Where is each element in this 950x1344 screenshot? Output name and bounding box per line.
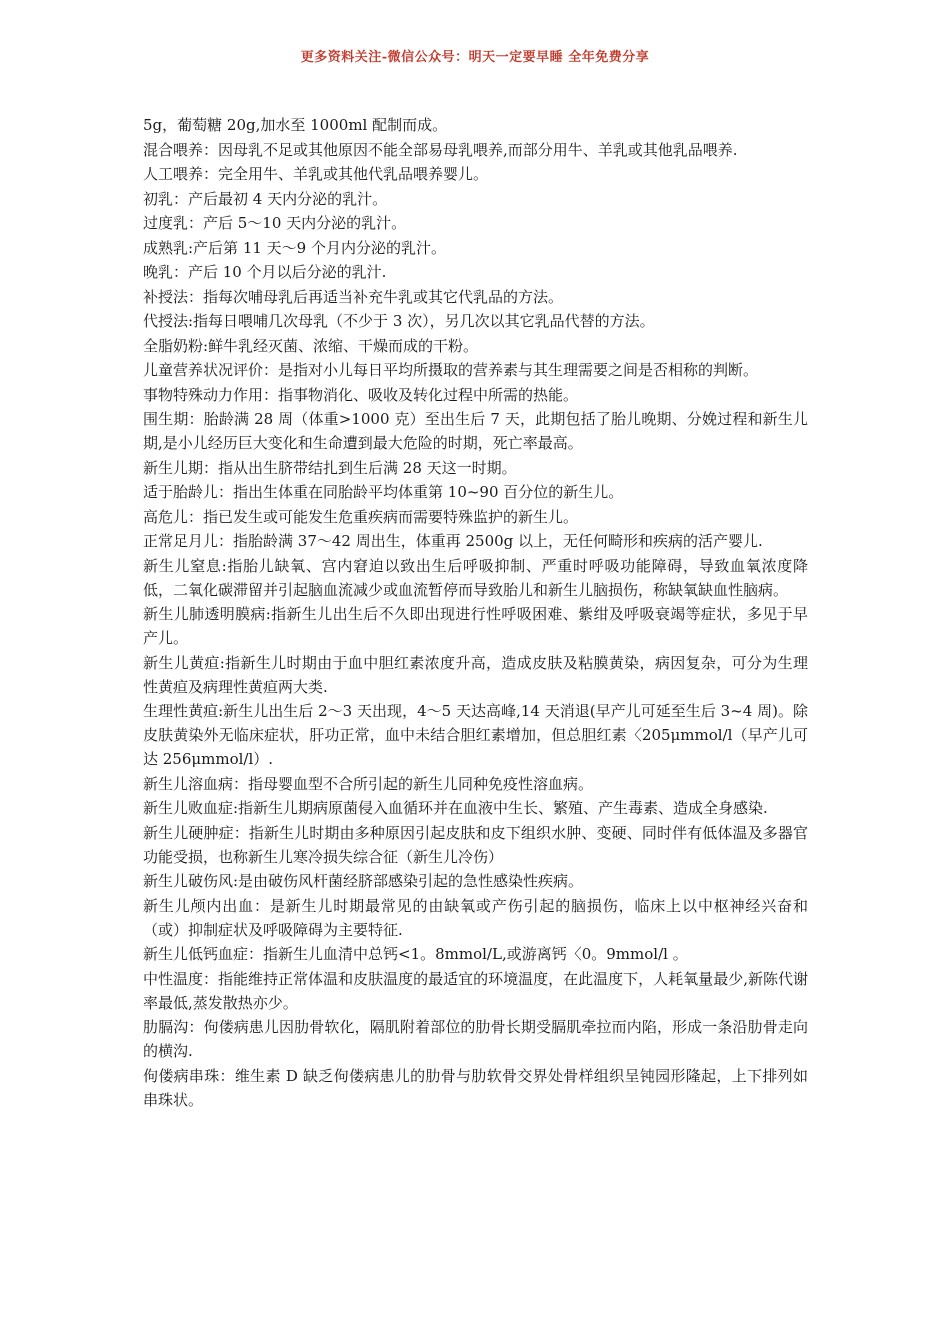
paragraph: 正常足月儿：指胎龄满 37～42 周出生，体重再 2500g 以上，无任何畸形和疾病的活产婴儿.	[143, 532, 763, 550]
paragraph: 代授法:指每日喂哺几次母乳（不少于 3 次），另几次以其它乳品代替的方法。	[143, 312, 655, 330]
paragraph: 新生儿黄疸:指新生儿时期由于血中胆红素浓度升高，造成皮肤及粘膜黄染，病因复杂，可分为生理性黄疸及病理性黄疸两大类.	[143, 653, 808, 696]
paragraph: 生理性黄疸:新生儿出生后 2～3 天出现，4～5 天达高峰,14 天消退(早产儿可延至生后 3~4 周)。除皮肤黄染外无临床症状，肝功正常，血中未结合胆红素增加，但总胆红素〈205μmmol/l（早产儿可达 256μmmol/l）.	[143, 702, 808, 768]
paragraph: 佝偻病串珠：维生素 D 缺乏佝偻病患儿的肋骨与肋软骨交界处骨样组织呈钝园形隆起，上下排列如串珠状。	[143, 1066, 808, 1109]
paragraph: 新生儿窒息:指胎儿缺氧、宫内窘迫以致出生后呼吸抑制、严重时呼吸功能障碍，导致血氧浓度降低，二氧化碳滞留并引起脑血流减少或血流暂停而导致胎儿和新生儿脑损伤，称缺氧缺血性脑病。	[143, 556, 808, 599]
paragraph: 高危儿：指已发生或可能发生危重疾病而需要特殊监护的新生儿。	[143, 507, 579, 526]
page-header: 更多资料关注-微信公众号：明天一定要早睡 全年免费分享	[300, 50, 650, 65]
paragraph: 全脂奶粉:鲜牛乳经灭菌、浓缩、干燥而成的干粉。	[143, 336, 479, 355]
paragraph: 人工喂养：完全用牛、羊乳或其他代乳品喂养婴儿。	[143, 165, 489, 183]
paragraph: 初乳：产后最初 4 天内分泌的乳汁。	[143, 189, 388, 208]
paragraph: 肋膈沟：佝偻病患儿因肋骨软化，隔肌附着部位的肋骨长期受膈肌牵拉而内陷，形成一条沿肋骨走向的横沟.	[143, 1018, 808, 1060]
paragraph: 晚乳：产后 10 个月以后分泌的乳汁.	[143, 263, 387, 281]
paragraph: 补授法：指每次哺母乳后再适当补充牛乳或其它代乳品的方法。	[143, 287, 564, 306]
paragraph: 新生儿硬肿症：指新生儿时期由多种原因引起皮肤和皮下组织水肿、变硬、同时伴有低体温及多器官功能受损，也称新生儿寒冷损失综合征（新生儿冷伤）	[143, 823, 808, 866]
paragraph: 混合喂养：因母乳不足或其他原因不能全部易母乳喂养,而部分用牛、羊乳或其他乳品喂养.	[143, 140, 738, 159]
paragraph: 新生儿破伤风:是由破伤风杆菌经脐部感染引起的急性感染性疾病。	[143, 872, 584, 890]
paragraph: 新生儿溶血病：指母婴血型不合所引起的新生儿同种免疫性溶血病。	[143, 774, 594, 793]
paragraph: 新生儿败血症:指新生儿期病原菌侵入血循环并在血液中生长、繁殖、产生毒素、造成全身感染.	[143, 799, 768, 817]
paragraph: 成熟乳:产后第 11 天～9 个月内分泌的乳汁。	[143, 238, 446, 257]
paragraph: 适于胎龄儿：指出生体重在同胎龄平均体重第 10~90 百分位的新生儿。	[143, 483, 624, 501]
paragraph: 事物特殊动力作用：指事物消化、吸收及转化过程中所需的热能。	[143, 385, 579, 404]
paragraph: 5g，葡萄糖 20g,加水至 1000ml 配制而成。	[143, 116, 448, 134]
paragraph: 新生儿肺透明膜病:指新生儿出生后不久即出现进行性呼吸困难、紫绀及呼吸衰竭等症状，多见于早产儿。	[143, 605, 808, 647]
paragraph: 新生儿颅内出血：是新生儿时期最常见的由缺氧或产伤引起的脑损伤，临床上以中枢神经兴奋和（或）抑制症状及呼吸障碍为主要特征.	[143, 896, 808, 939]
paragraph: 新生儿低钙血症：指新生儿血清中总钙<1。8mmol/L,或游离钙〈0。9mmol/l 。	[143, 945, 688, 963]
paragraph: 儿童营养状况评价：是指对小儿每日平均所摄取的营养素与其生理需要之间是否相称的判断。	[143, 361, 759, 379]
paragraph: 过度乳：产后 5～10 天内分泌的乳汁。	[143, 214, 407, 232]
paragraph: 新生儿期：指从出生脐带结扎到生后满 28 天这一时期。	[143, 458, 517, 477]
document-body	[143, 113, 808, 1112]
paragraph: 中性温度：指能维持正常体温和皮肤温度的最适宜的环境温度，在此温度下，人耗氧量最少,新陈代谢率最低,蒸发散热亦少。	[143, 969, 808, 1012]
paragraph: 围生期：胎龄满 28 周（体重>1000 克）至出生后 7 天，此期包括了胎儿晚期、分娩过程和新生儿期,是小儿经历巨大变化和生命遭到最大危险的时期，死亡率最高。	[143, 410, 808, 452]
